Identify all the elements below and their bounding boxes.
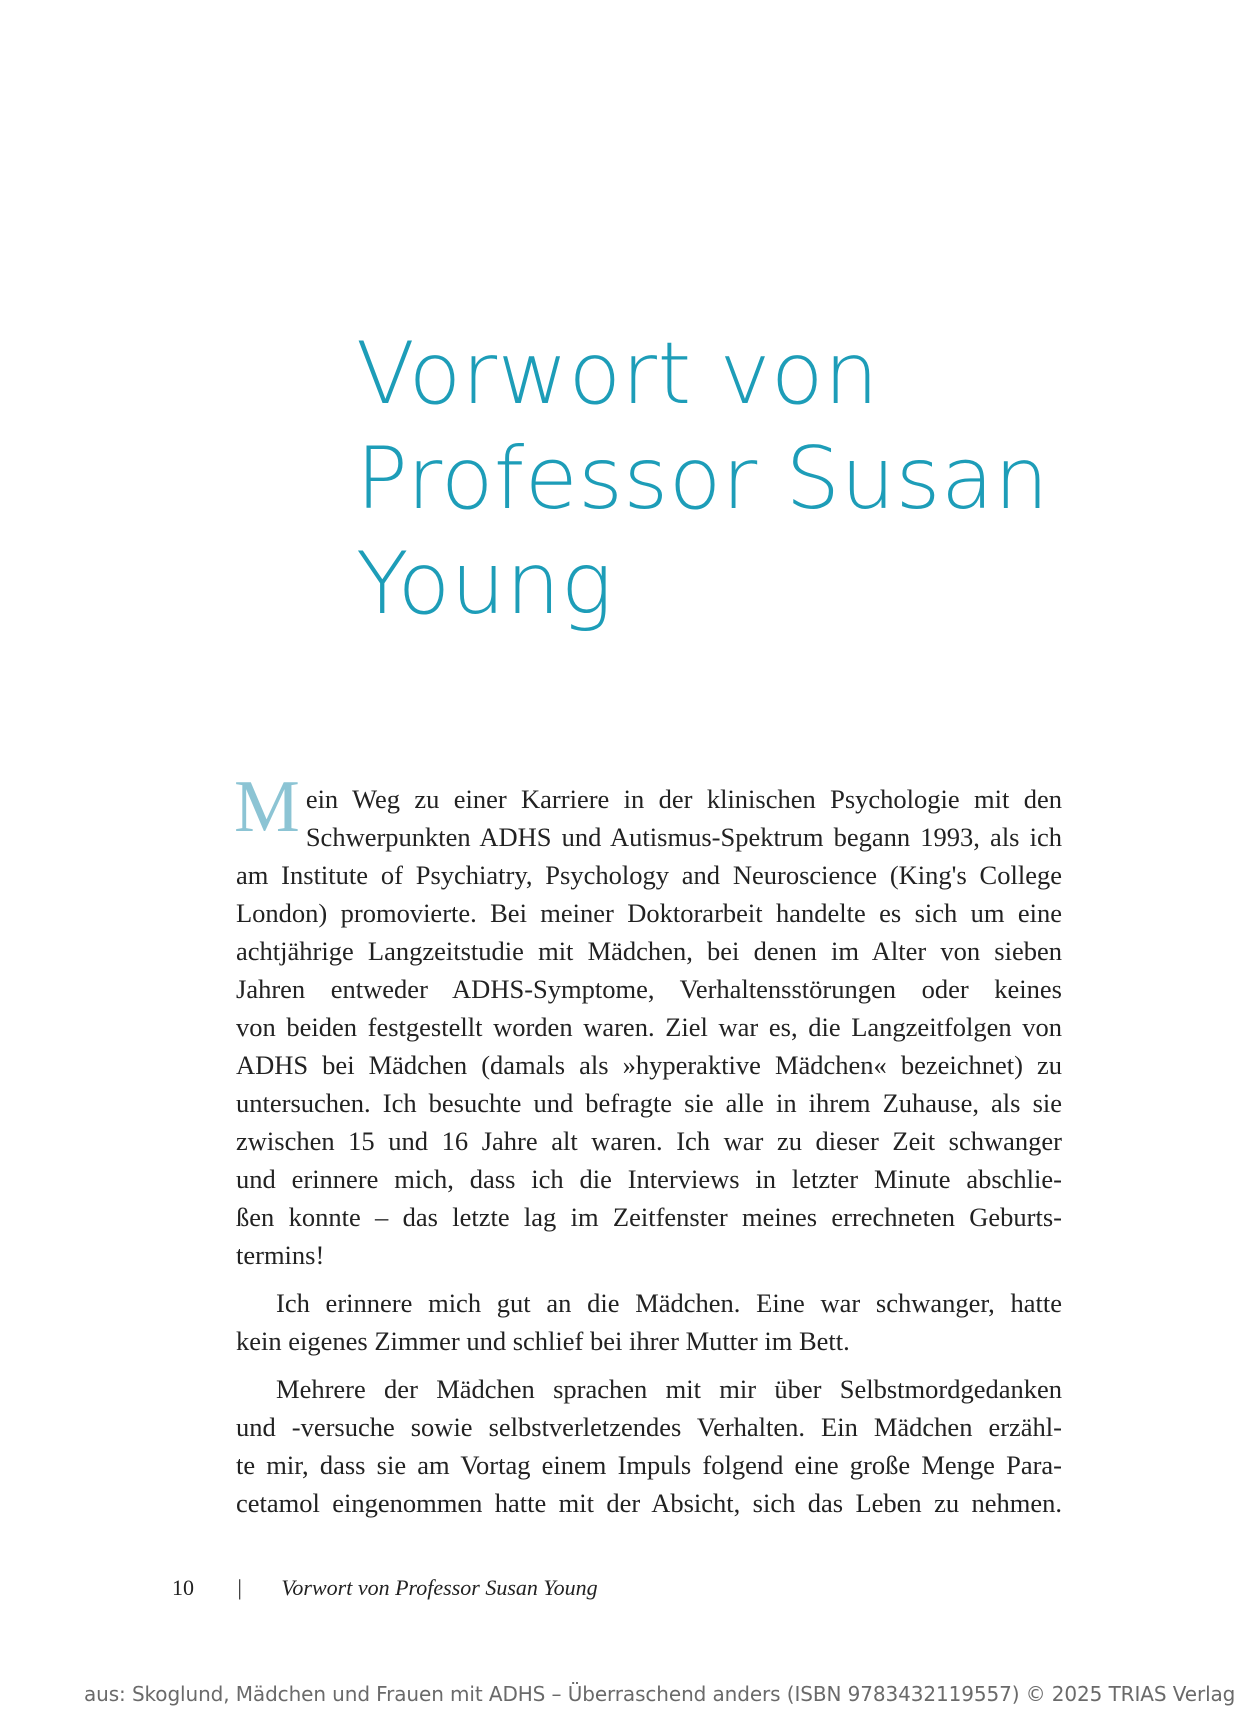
text-line: untersuchen. Ich besuchte und befragte sie alle in ihrem Zuhause, als sie (236, 1088, 1062, 1118)
text-line: von beiden festgestellt worden waren. Ziel war es, die Langzeitfolgen von (236, 1012, 1062, 1042)
source-credit: aus: Skoglund, Mädchen und Frauen mit ADHS – Überraschend anders (ISBN 9783432119557) © 2025 TRIAS Verlag (84, 1682, 1236, 1706)
chapter-title-line: Professor Susan (356, 429, 1050, 529)
text-line: und erinnere mich, dass ich die Interviews in letzter Minute abschlie- (236, 1164, 1062, 1194)
text-line: termins! (236, 1240, 325, 1270)
page-number: 10 (172, 1575, 194, 1600)
chapter-title (356, 322, 1156, 637)
paragraph-3 (236, 1370, 1062, 1522)
page-footer (172, 1575, 598, 1601)
running-title: Vorwort von Professor Susan Young (281, 1575, 598, 1600)
text-line: te mir, dass sie am Vortag einem Impuls folgend eine große Menge Para- (236, 1450, 1062, 1480)
text-line: Schwerpunkten ADHS und Autismus-Spektrum begann 1993, als ich (305, 822, 1062, 852)
text-line: achtjährige Langzeitstudie mit Mädchen, bei denen im Alter von sieben (236, 936, 1062, 966)
text-line: ein Weg zu einer Karriere in der klinischen Psychologie mit den (305, 784, 1062, 814)
text-line: Jahren entweder ADHS-Symptome, Verhaltensstörungen oder keines (236, 974, 1062, 1004)
text-line: London) promovierte. Bei meiner Doktorarbeit handelte es sich um eine (236, 898, 1062, 928)
text-line: kein eigenes Zimmer und schlief bei ihrer Mutter im Bett. (236, 1326, 850, 1356)
drop-cap: M (234, 766, 300, 848)
chapter-title-line: Vorwort von (356, 324, 880, 424)
text-line: und -versuche sowie selbstverletzendes Verhalten. Ein Mädchen erzähl- (236, 1412, 1062, 1442)
paragraph-2 (236, 1284, 1062, 1360)
text-line: ßen konnte – das letzte lag im Zeitfenster meines errechneten Geburts- (236, 1202, 1062, 1232)
chapter-title-line: Young (356, 534, 613, 634)
text-line: ADHS bei Mädchen (damals als »hyperaktive Mädchen« bezeichnet) zu (236, 1050, 1062, 1080)
text-line: am Institute of Psychiatry, Psychology and Neuroscience (King's College (236, 860, 1062, 890)
body-text (234, 766, 1062, 1522)
text-line: cetamol eingenommen hatte mit der Absicht, sich das Leben zu nehmen. (236, 1488, 1062, 1518)
footer-separator: | (237, 1575, 242, 1600)
text-line: Ich erinnere mich gut an die Mädchen. Eine war schwanger, hatte (276, 1288, 1062, 1318)
paragraph-1 (234, 766, 1062, 1274)
text-line: zwischen 15 und 16 Jahre alt waren. Ich war zu dieser Zeit schwanger (236, 1126, 1062, 1156)
text-line: Mehrere der Mädchen sprachen mit mir über Selbstmordgedanken (276, 1374, 1062, 1404)
